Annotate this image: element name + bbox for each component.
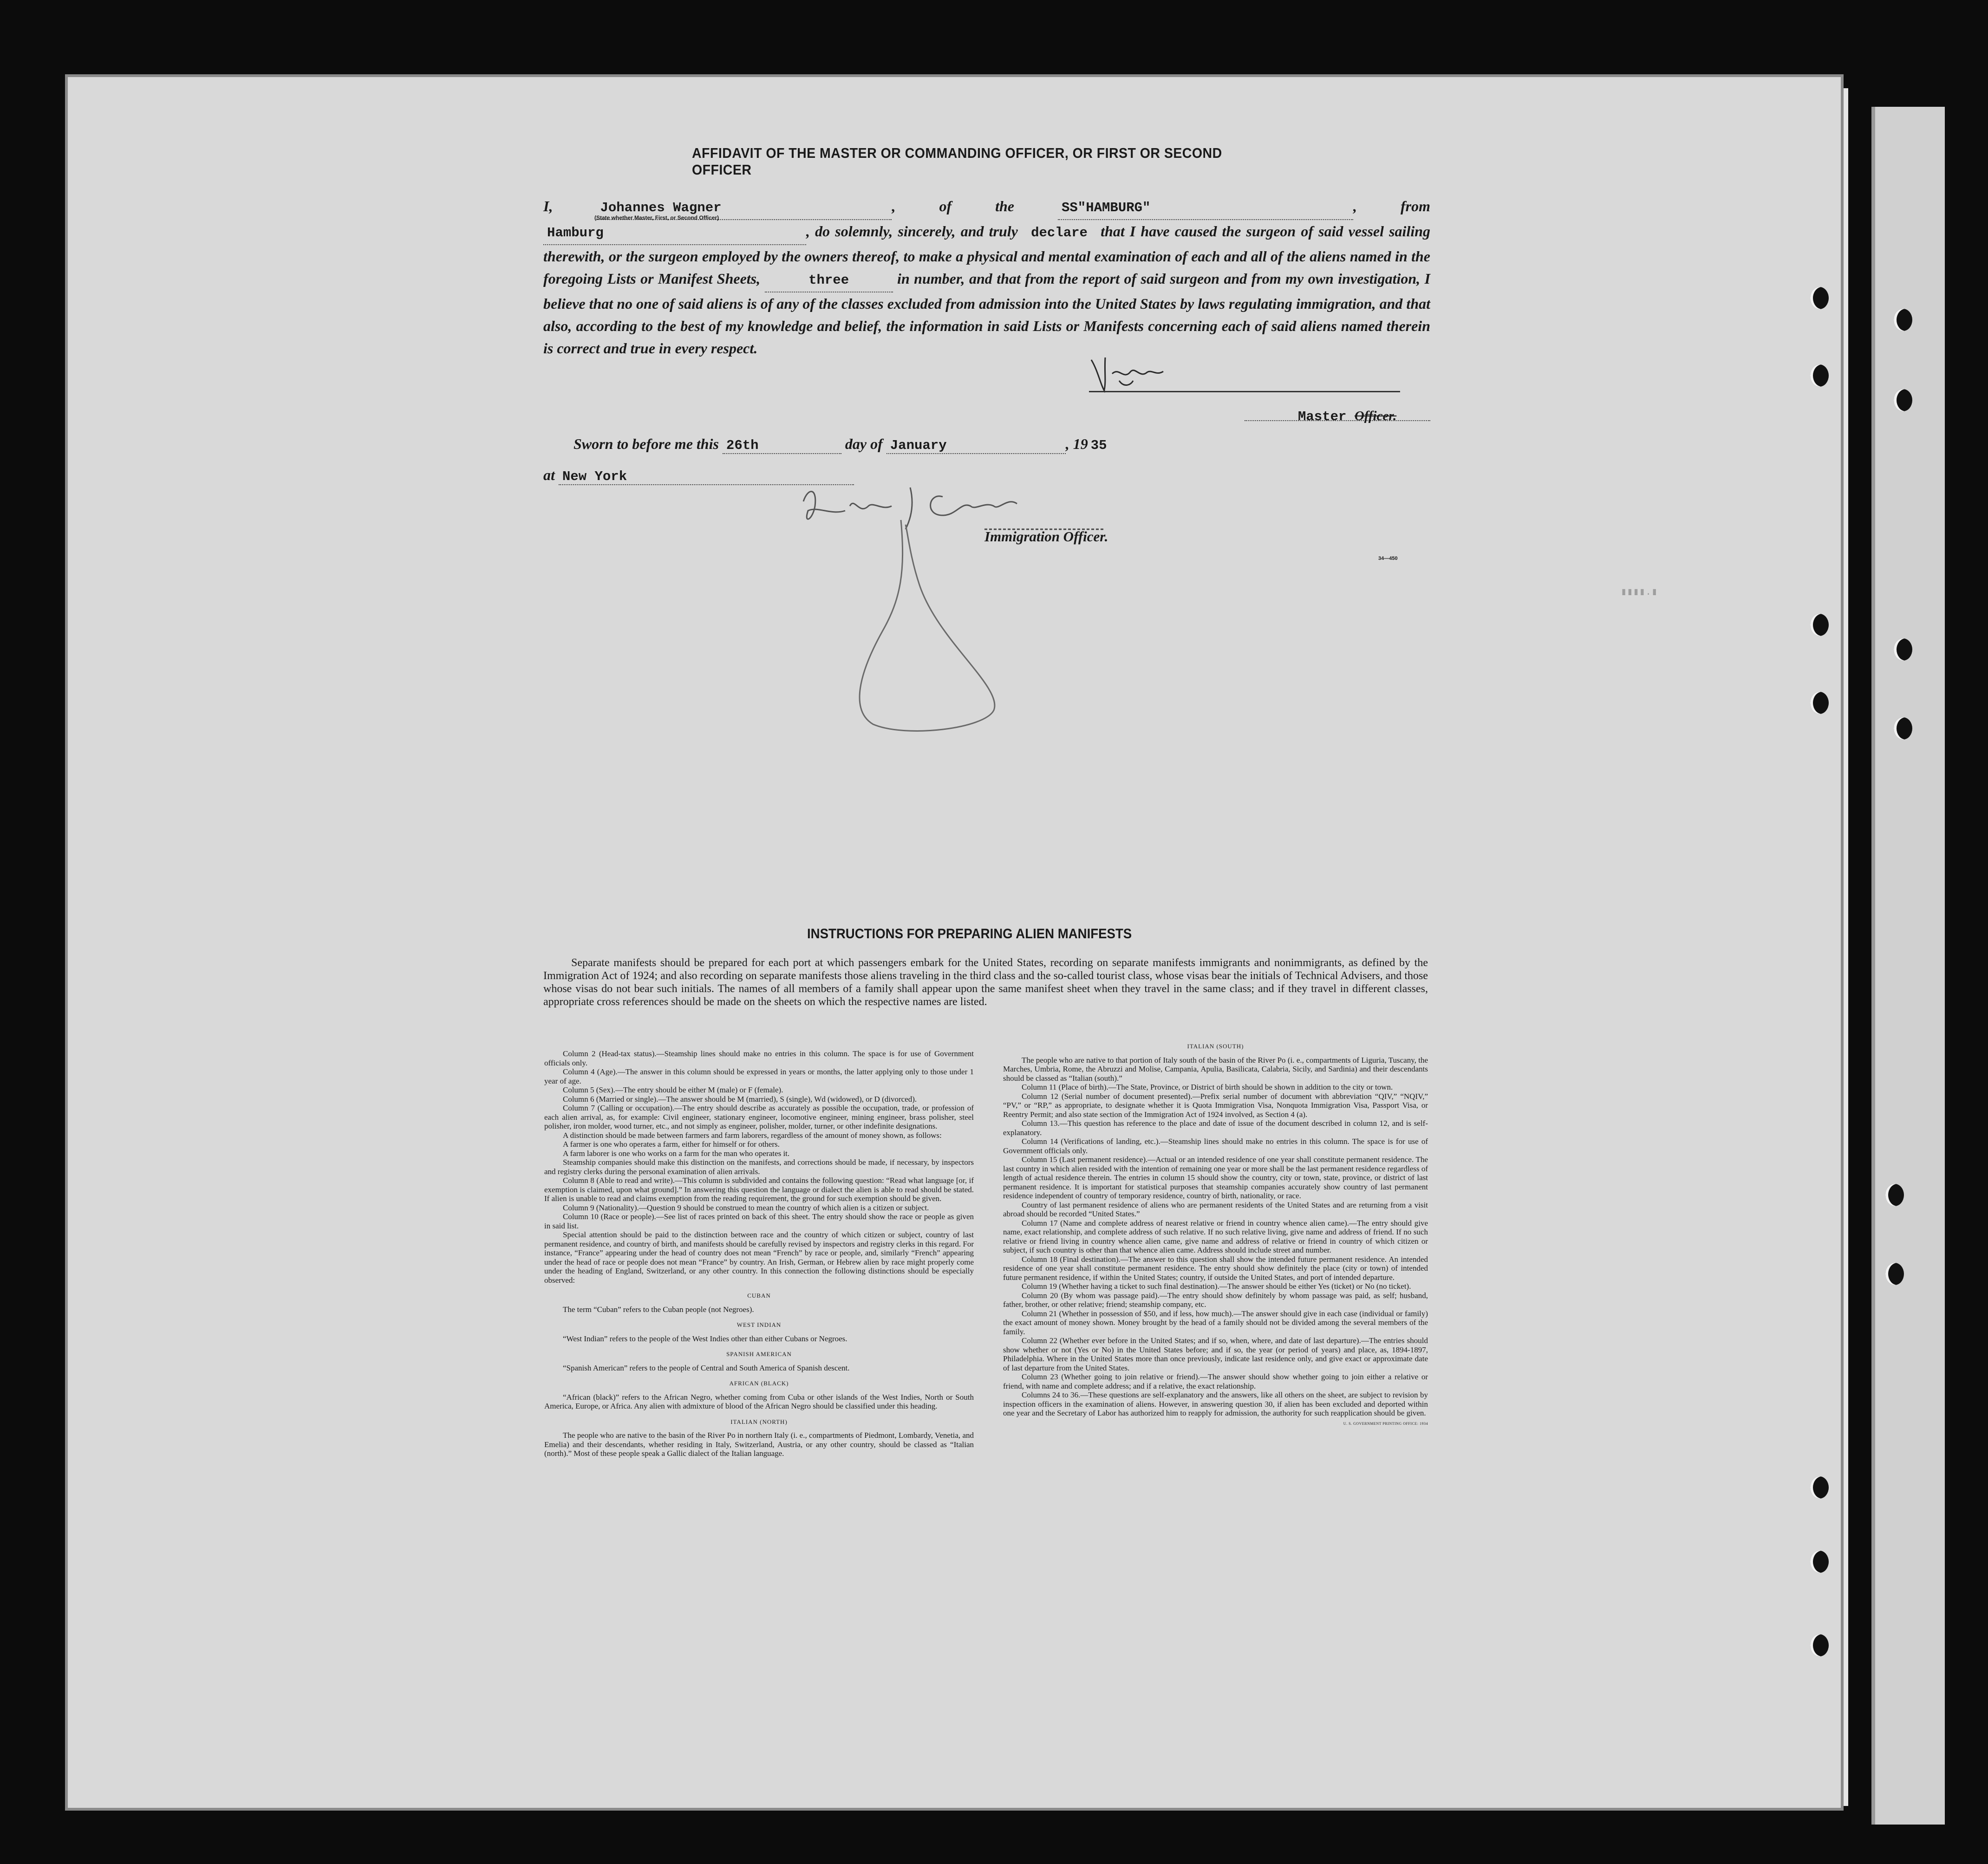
instruction-paragraph: Column 12 (Serial number of document presented).—Prefix serial number of document with abbreviation “QIV,” “NQIV,” “PV,” or “RP,” as appropriate, to designate whether it is Quota Immigration Visa, Nonquota Immigration Visa, Passport Visa, or Reentry Permit; and also state section of the Immigration Act of 1924 involved, as Section 4 (a). <box>1003 1091 1428 1119</box>
instruction-paragraph: Column 4 (Age).—The answer in this column should be expressed in years or months, the latter applying only to those under 1 year of age. <box>544 1067 974 1085</box>
printer-imprint: U. S. GOVERNMENT PRINTING OFFICE: 1934 <box>1343 1421 1428 1426</box>
sheet-count-field: three <box>765 269 893 292</box>
instruction-paragraph: Special attention should be paid to the distinction between race and the country of which citizen or subject, country of last permanent residence, and country of birth, and manifests should be carefully revised by inspectors and registry clerks in this regard. For instance, “France” appearing under the head of country does not mean “French” by race or people, and, similarly “French” appearing under the head of race or people does not mean “France” by country. An Irish, German, or Hebrew alien by race might properly come under the heading of England, Switzerland, or any other country. In this connection the following distinctions should be especially observed: <box>544 1230 974 1285</box>
instruction-paragraph: Column 22 (Whether ever before in the United States; and if so, when, where, and date of last departure).—The entries should show whether or not (Yes or No) in the United States before; and if so, the year (or period of years) and place, as, 1894-1897, Philadelphia. Where in the United States more than once previously, indicate last residence only, and give exact or approximate date of last departure from the United States. <box>1003 1336 1428 1372</box>
instruction-paragraph: Column 9 (Nationality).—Question 9 should be construed to mean the country of which alien is a citizen or subject. <box>563 1203 929 1212</box>
instruction-paragraph: Column 21 (Whether in possession of $50, and if less, how much).—The answer should give in each case (individual or family) the exact amount of money shown. Money brought by the head of a family should not be divided among the several members of the family. <box>1003 1309 1428 1336</box>
binder-hole-icon <box>1885 1263 1904 1285</box>
instruction-paragraph: The people who are native to that portion of Italy south of the basin of the River Po (i. e., compartments of Liguria, Tuscany, the Marches, Umbria, Rome, the Abruzzi and Molise, Campania, Apulia, Basilicata, Calabria, Sicily, and Sardinia) and their descendants should be classed as “Italian (south).” <box>1003 1055 1428 1083</box>
affidavit-i: I, <box>543 198 553 214</box>
affidavit-line2b: that I have caused the surgeon of said vessel sailing therewith, or the surgeon employed by the owners thereof, to make a physical and mental examination of each and all of the aliens named in the foregoing Lists or Manifest Sheets, <box>543 223 1431 287</box>
instruction-paragraph: The term “Cuban” refers to the Cuban people (not Negroes). <box>563 1305 754 1314</box>
officer-struck-label: Officer. <box>1354 409 1397 423</box>
instruction-paragraph: Column 14 (Verifications of landing, etc.).—Steamship lines should make no entries in this column. The space is for use of Government officials only. <box>1003 1137 1428 1155</box>
instruction-paragraph: Column 15 (Last permanent residence).—Actual or an intended residence of one year shall constitute permanent residence. The last country in which alien resided with the intention of remaining one year or more shall be the last permanent residence regardless of length of actual residence therein. The entries in column 15 should show the country, city or town, state, province, or district of last permanent residence. It is important for statistical purposes that steamship companies accurately show country of last permanent residence independent of country of temporary residence, country of birth, nationality, or race. <box>1003 1155 1428 1200</box>
binder-strip <box>1871 107 1945 1825</box>
master-name-field: Johannes Wagner <box>596 197 892 220</box>
instruction-paragraph: A farmer is one who operates a farm, either for himself or for others. <box>563 1140 780 1149</box>
sworn-line <box>574 435 1317 454</box>
instructions-left-column <box>544 1049 974 1458</box>
instruction-paragraph: A farm laborer is one who works on a farm for the man who operates it. <box>563 1149 790 1158</box>
instructions-intro: Separate manifests should be prepared for each port at which passengers embark for the United States, recording on separate manifests immigrants and nonimmigrants, as defined by the Immigration Act of 1924; and also recording on separate manifests those aliens traveling in the third class and the so-called tourist class, whose visas bear the initials of Technical Advisers, and those whose visas do not bear such initials. The names of all members of a family shall appear upon the same manifest sheet when they travel in the same class; and if they travel in different classes, appropriate cross references should be made on the sheets on which the respective names are listed. <box>543 957 1428 1008</box>
binder-hole-icon <box>1810 614 1829 636</box>
binder-hole-icon <box>1810 692 1829 714</box>
binder-hole-icon <box>1894 389 1912 411</box>
instruction-paragraph: Column 23 (Whether going to join relative or friend).—The answer should show whether going to join either a relative or friend, with name and complete address; and if a relative, the exact relationship. <box>1003 1372 1428 1390</box>
immigration-officer-label: Immigration Officer. <box>984 528 1108 545</box>
printer-line <box>1003 1418 1428 1429</box>
binder-hole-icon <box>1810 287 1829 309</box>
section-heading-italian-south: ITALIAN (SOUTH) <box>1187 1043 1244 1050</box>
instruction-paragraph: Steamship companies should make this distinction on the manifests, and corrections should be made, if necessary, by inspectors and registry clerks during the personal examination of alien arrivals. <box>544 1158 974 1176</box>
section-heading-west-indian: WEST INDIAN <box>737 1321 782 1328</box>
master-signature-icon <box>1087 353 1207 399</box>
binder-hole-icon <box>1810 1476 1829 1499</box>
binder-hole-icon <box>1810 1634 1829 1656</box>
sworn-day-field: 26th <box>723 438 841 454</box>
instructions-right-column <box>1003 1035 1428 1428</box>
instruction-paragraph: Column 5 (Sex).—The entry should be either M (male) or F (female). <box>563 1085 783 1094</box>
form-number: 34—450 <box>1378 556 1398 561</box>
ship-name-field: SS"HAMBURG" <box>1058 197 1353 220</box>
instruction-paragraph: The people who are native to the basin of the River Po in northern Italy (i. e., compartments of Piedmont, Lombardy, Venetia, and Emelia) and their descendants, whether residing in Italy, Switzerland, Austria, or any other country, should be classed as “Italian (north).” Most of these people speak a Gallic dialect of the Italian language. <box>544 1431 974 1458</box>
year-prefix: , 19 <box>1065 435 1088 452</box>
section-heading-african: AFRICAN (BLACK) <box>729 1380 789 1387</box>
instruction-paragraph: Column 2 (Head-tax status).—Steamship lines should make no entries in this column. The space is for use of Government officials only. <box>544 1049 974 1067</box>
sworn-year-field: 35 <box>1090 438 1107 453</box>
do-label: , do <box>806 223 830 240</box>
instruction-paragraph: Country of last permanent residence of aliens who are permanent residents of the United States and are returning from a visit abroad should be recorded “United States.” <box>1003 1200 1428 1218</box>
binder-hole-icon <box>1894 638 1912 661</box>
instruction-paragraph: “West Indian” refers to the people of the West Indies other than either Cubans or Negroes. <box>563 1334 847 1343</box>
affidavit-title: AFFIDAVIT OF THE MASTER OR COMMANDING OFFICER, OR FIRST OR SECOND OFFICER <box>692 145 1222 178</box>
instruction-paragraph: A distinction should be made between farmers and farm laborers, regardless of the amount of money shown, as follows: <box>563 1130 942 1140</box>
affidavit-line3: in number, and that from the report of said surgeon and from my own investigation, I believe that no one of said aliens is of any of the classes excluded from admission into the United States by laws regulating immigration, and that also, according to the best of my knowledge and belief, the information in said Lists or Manifests concerning each of said aliens named therein is correct and true in every respect. <box>543 270 1431 357</box>
instruction-paragraph: Column 11 (Place of birth).—The State, Province, or District of birth should be shown in addition to the city or town. <box>1022 1083 1393 1091</box>
master-label: Master <box>1298 409 1347 424</box>
instruction-paragraph: Column 10 (Race or people).—See list of races printed on back of this sheet. The entry should show the race or people as given in said list. <box>544 1212 974 1230</box>
instruction-paragraph: Columns 24 to 36.—These questions are self-explanatory and the answers, like all others on the sheet, are subject to revision by inspection officers in the examination of aliens. However, in answering question 30, if alien has been excluded and deported within one year and the Secretary of Labor has authorized him to reapply for admission, the authority for such reapplication should be given. <box>1003 1390 1428 1417</box>
binder-hole-icon <box>1810 364 1829 387</box>
master-signature-line <box>1089 391 1400 392</box>
day-of-label: day of <box>845 435 883 452</box>
binder-hole-icon <box>1885 1184 1904 1206</box>
sworn-place-field: New York <box>559 469 854 485</box>
instructions-title: INSTRUCTIONS FOR PREPARING ALIEN MANIFESTS <box>807 926 1132 942</box>
departure-port-field: Hamburg <box>543 222 806 245</box>
instruction-paragraph: Column 7 (Calling or occupation).—The entry should describe as accurately as possible the occupation, trade, or profession of each alien arrival, as, for example: Civil engineer, stationary engineer, locomotive engineer, mining engineer, brass polisher, steel polisher, iron molder, wood turner, etc., and not simply as engineer, polisher, molder, turner, or other indefinite designations. <box>544 1104 974 1130</box>
binder-hole-icon <box>1810 1551 1829 1573</box>
section-heading-italian-north: ITALIAN (NORTH) <box>730 1418 788 1425</box>
section-heading-spanish-american: SPANISH AMERICAN <box>726 1351 792 1357</box>
from-label: , from <box>1353 198 1430 214</box>
declare-field: declare <box>1031 225 1088 240</box>
sheet-edge <box>1844 88 1848 1806</box>
master-title <box>1298 409 1396 424</box>
binder-hole-icon <box>1894 309 1912 331</box>
instruction-paragraph: Column 18 (Final destination).—The answer to this question shall show the intended future permanent residence. An intended residence of one year shall constitute permanent residence. The entry should show definitely the place (city or town) of intended future permanent residence, if within the United States; country, if outside the United States, and port of intended departure. <box>1003 1254 1428 1282</box>
instruction-paragraph: “African (black)” refers to the African Negro, whether coming from Cuba or other islands of the West Indies, North or South America, Europe, or Africa. Any alien with admixture of blood of the African Negro should be classified under this heading. <box>544 1392 974 1410</box>
instruction-paragraph: Column 19 (Whether having a ticket to such final destination).—The answer should be either Yes (ticket) or No (no ticket). <box>1022 1282 1411 1291</box>
sworn-prefix: Sworn to before me this <box>574 435 719 452</box>
instruction-paragraph: “Spanish American” refers to the people of Central and South America of Spanish descent. <box>563 1363 850 1372</box>
section-heading-cuban: CUBAN <box>747 1292 771 1299</box>
sworn-month-field: January <box>886 438 1066 454</box>
instruction-paragraph: Column 13.—This question has reference to the place and date of issue of the document described in column 12, and is self-explanatory. <box>1003 1119 1428 1137</box>
instruction-paragraph: Column 20 (By whom was passage paid).—The entry should show definitely by whom passage was paid, as self; husband, father, brother, or other relative; friend; steamship company, etc. <box>1003 1291 1428 1309</box>
affidavit-line2a: solemnly, sincerely, and truly <box>835 223 1018 240</box>
officer-signature-icon <box>789 478 1115 738</box>
instruction-paragraph: Column 17 (Name and complete address of nearest relative or friend in country whence alien came).—The entry should give name, exact relationship, and complete address of such relative. If no such relative living, give name and address of friend. If no such relative or friend living in country whence alien came, give name and address of relative or friend in country of which citizen or subject, if such country is other than that whence alien came. Address should include street and number. <box>1003 1218 1428 1254</box>
at-label: at <box>543 467 555 483</box>
of-the-label: , of the <box>892 198 1014 214</box>
name-field-note: (State whether Master, First, or Second Officer) <box>594 214 719 221</box>
faint-stamp-icon: ▮▮▮▮.▮ <box>1621 586 1658 598</box>
binder-hole-icon <box>1894 717 1912 740</box>
instruction-paragraph: Column 6 (Married or single).—The answer should be M (married), S (single), Wd (widowed), or D (divorced). <box>563 1094 917 1104</box>
instruction-paragraph: Column 8 (Able to read and write).—This column is subdivided and contains the following question: “Read what language [or, if exemption is claimed, upon what ground].” In answering this question the language or dialect the alien is able to read should be stated. If alien is unable to read and claims exemption from the reading requirement, the ground for such exemption should be given. <box>544 1176 974 1203</box>
